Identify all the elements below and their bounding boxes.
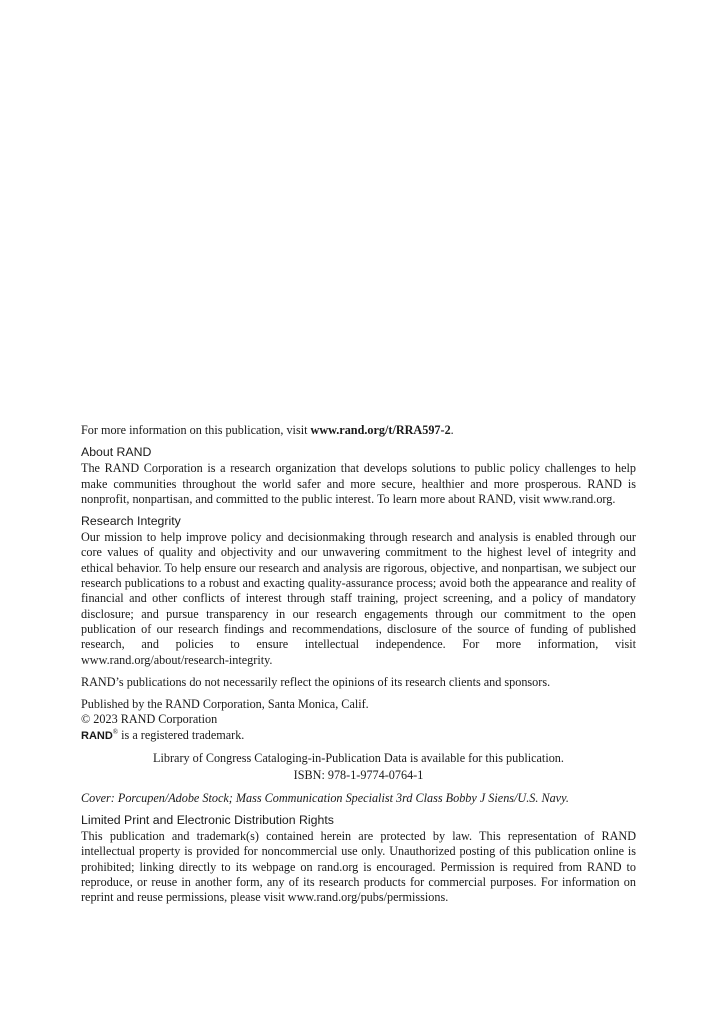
cover-credit: Cover: Porcupen/Adobe Stock; Mass Communication Specialist 3rd Class Bobby J Siens/U.S. Navy.: [81, 790, 569, 805]
research-integrity-section: [81, 514, 636, 668]
about-rand-section: [81, 445, 636, 507]
about-rand-body: The RAND Corporation is a research organization that develops solutions to public policy challenges to help make communities throughout the world safer and more secure, healthier and more prosperous. RAND is nonprofit, nonpartisan, and committed to the public interest. To learn more about RAND, visit www.rand.org.: [81, 461, 636, 506]
copyright-page-content: [81, 423, 636, 912]
trademark-notice: [81, 728, 636, 744]
registered-symbol: ®: [112, 727, 119, 736]
distribution-rights-heading: Limited Print and Electronic Distribution Rights: [81, 812, 334, 827]
about-rand-heading: About RAND: [81, 445, 152, 460]
distribution-rights-body: This publication and trademark(s) contained herein are protected by law. This representation of RAND intellectual property is provided for noncommercial use only. Unauthorized posting of this publication online is prohibited; linking directly to its webpage on rand.org is encouraged. Permission is required from RAND to reproduce, or reuse in another form, any of its research products for commercial purposes. For information on reprint and reuse permissions, please visit www.rand.org/pubs/permissions.: [81, 828, 636, 905]
more-info-text: For more information on this publication, visit: [81, 423, 311, 437]
disclaimer: RAND’s publications do not necessarily reflect the opinions of its research clients and sponsors.: [81, 674, 551, 689]
isbn: ISBN: 978-1-9774-0764-1: [293, 768, 424, 783]
cataloging-data: Library of Congress Cataloging-in-Publication Data is available for this publication.: [153, 751, 564, 766]
more-info-line: [81, 423, 636, 438]
copyright-notice: © 2023 RAND Corporation: [81, 712, 218, 727]
research-integrity-heading: Research Integrity: [81, 514, 181, 529]
publication-info: [81, 697, 636, 744]
research-integrity-body: Our mission to help improve policy and decisionmaking through research and analysis is enabled through our core values of quality and objectivity and our unwavering commitment to the highest level of integrity and ethical behavior. To help ensure our research and analysis are rigorous, objective, and nonpartisan, we subject our research publications to a robust and exacting quality-assurance process; avoid both the appearance and reality of financial and other conflicts of interest through staff training, project screening, and a policy of mandatory disclosure; and pursue transparency in our research engagements through our commitment to the open publication of our research findings and recommendations, disclosure of the source of funding of published research, and policies to ensure intellectual independence. For more information, visit www.rand.org/about/research-integrity.: [81, 530, 636, 667]
published-by: Published by the RAND Corporation, Santa Monica, Calif.: [81, 697, 369, 712]
trademark-text: is a registered trademark.: [118, 727, 245, 742]
more-info-period: .: [450, 423, 454, 437]
publication-link[interactable]: www.rand.org/t/RRA597-2: [310, 423, 451, 437]
distribution-rights-section: [81, 813, 636, 905]
rand-logo-mark: RAND: [81, 729, 113, 742]
